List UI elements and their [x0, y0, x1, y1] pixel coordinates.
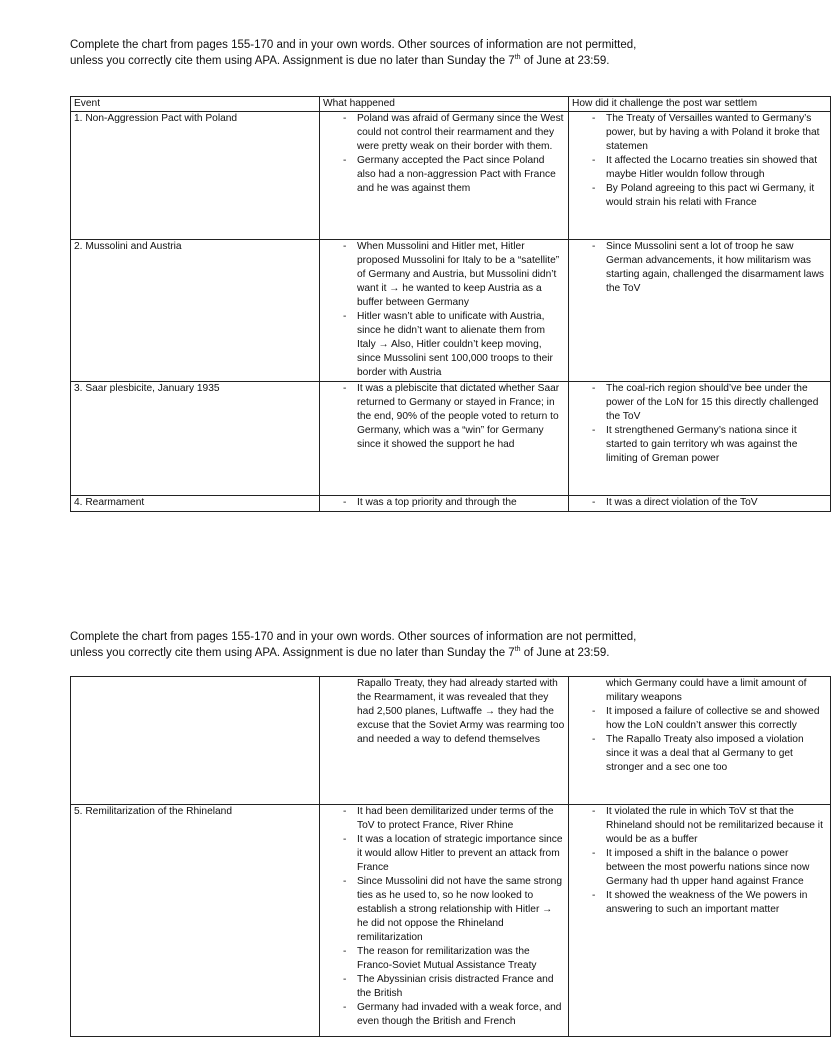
- challenge-cell: [569, 496, 831, 512]
- table-row: [71, 240, 831, 382]
- instructions-line-2: [70, 53, 760, 69]
- events-chart: [70, 96, 831, 512]
- list-item: - The Rapallo Treaty also imposed a violation since it was a deal that al Germany to get stronger and a sec one too: [572, 733, 827, 775]
- list-item: - Germany had invaded with a weak force, and even though the British and French: [323, 1001, 565, 1029]
- table-row: [71, 496, 831, 512]
- event-cell: 3. Saar plesbicite, January 1935: [71, 382, 320, 496]
- list-item: - When Mussolini and Hitler met, Hitler proposed Mussolini for Italy to be a “satellite” of Germany and Austria, but Mussolini didn’t want it → he wanted to keep Austria as a buffer between Germany: [323, 240, 565, 310]
- instructions-line-1: Complete the chart from pages 155-170 and in your own words. Other sources of information are not permitted,: [70, 631, 637, 643]
- challenge-cell: [569, 677, 831, 805]
- assignment-instructions: [70, 37, 760, 69]
- header-event: Event: [71, 97, 320, 112]
- what-happened-cell: [320, 805, 569, 1037]
- ordinal-suffix: th: [514, 646, 521, 654]
- challenge-cell: [569, 382, 831, 496]
- events-chart-continued: [70, 676, 831, 1037]
- list-item: - It affected the Locarno treaties sin showed that maybe Hitler wouldn follow through: [572, 154, 827, 182]
- list-item: - It was a direct violation of the ToV: [572, 496, 827, 510]
- instructions-text: unless you correctly cite them using APA. Assignment is due no later than Sunday the 7: [70, 55, 515, 67]
- what-happened-cell: [320, 240, 569, 382]
- what-happened-cell: [320, 382, 569, 496]
- instructions-text: unless you correctly cite them using APA. Assignment is due no later than Sunday the 7: [70, 647, 515, 659]
- list-item: - It strengthened Germany’s nationa since it started to gain territory wh was against the limiting of Greman power: [572, 424, 827, 466]
- table-row: [71, 805, 831, 1037]
- continued-text: Rapallo Treaty, they had already started with the Rearmament, it was revealed that they had 2,500 planes, Luftwaffe → they had the excuse that the Soviet Army was rearming too and needed a way to defend themselves: [357, 678, 565, 745]
- list-item: - The coal-rich region should’ve bee under the power of the LoN for 15 this directly challenged the ToV: [572, 382, 827, 424]
- list-item: - It had been demilitarized under terms of the ToV to protect France, River Rhine: [323, 805, 565, 833]
- list-item: - Poland was afraid of Germany since the West could not control their rearmament and they were pretty weak on their border with them.: [323, 112, 565, 154]
- what-happened-cell: [320, 677, 569, 805]
- list-item: - It imposed a shift in the balance o power between the most powerfu nations since now Germany had th upper hand against France: [572, 847, 827, 889]
- instructions-text: of June at 23:59.: [520, 647, 610, 659]
- header-what-happened: What happened: [320, 97, 569, 112]
- list-item: - Germany accepted the Pact since Poland also had a non-aggression Pact with France and he was against them: [323, 154, 565, 196]
- list-item: - It showed the weakness of the We powers in answering to such an important matter: [572, 889, 827, 917]
- instructions-line-1: Complete the chart from pages 155-170 and in your own words. Other sources of information are not permitted,: [70, 39, 637, 51]
- header-challenge: How did it challenge the post war settlem: [569, 97, 831, 112]
- table-row: [71, 382, 831, 496]
- instructions-line-2: [70, 645, 760, 661]
- list-item: - By Poland agreeing to this pact wi Germany, it would strain his relati with France: [572, 182, 827, 210]
- list-item: - It was a top priority and through the: [323, 496, 565, 510]
- list-item: - It violated the rule in which ToV st that the Rhineland should not be remilitarized because it would be as a buffer: [572, 805, 827, 847]
- list-item: - Since Mussolini sent a lot of troop he saw German advancements, it how militarism was starting again, challenged the disarmament laws the ToV: [572, 240, 827, 296]
- list-item: - Since Mussolini did not have the same strong ties as he used to, so he now looked to establish a strong relationship with Hitler → he did not oppose the Rhineland remilitarization: [323, 875, 565, 945]
- table-row: [71, 112, 831, 240]
- challenge-cell: [569, 240, 831, 382]
- event-cell: 5. Remilitarization of the Rhineland: [71, 805, 320, 1037]
- event-cell: 2. Mussolini and Austria: [71, 240, 320, 382]
- event-cell: [71, 677, 320, 805]
- list-item: - It was a plebiscite that dictated whether Saar returned to Germany or stayed in France; in the end, 90% of the people voted to return to Germany, which was a “win” for Germany since it showed the support he had: [323, 382, 565, 452]
- event-cell: 1. Non-Aggression Pact with Poland: [71, 112, 320, 240]
- list-item: - It imposed a failure of collective se and showed how the LoN couldn’t answer this correctly: [572, 705, 827, 733]
- list-item: - The Treaty of Versailles wanted to Germany’s power, but by having a with Poland it broke that statemen: [572, 112, 827, 154]
- what-happened-cell: [320, 496, 569, 512]
- challenge-cell: [569, 112, 831, 240]
- table-row: [71, 677, 831, 805]
- challenge-cell: [569, 805, 831, 1037]
- assignment-instructions: [70, 629, 760, 661]
- event-cell: 4. Rearmament: [71, 496, 320, 512]
- what-happened-cell: [320, 112, 569, 240]
- header-row: [71, 97, 831, 112]
- list-item: - The reason for remilitarization was the Franco-Soviet Mutual Assistance Treaty: [323, 945, 565, 973]
- continued-text: which Germany could have a limit amount of military weapons: [606, 678, 807, 703]
- instructions-text: of June at 23:59.: [520, 55, 610, 67]
- list-item: - The Abyssinian crisis distracted France and the British: [323, 973, 565, 1001]
- ordinal-suffix: th: [514, 54, 521, 62]
- list-item: - It was a location of strategic importance since it would allow Hitler to prevent an attack from France: [323, 833, 565, 875]
- list-item: - Hitler wasn’t able to unificate with Austria, since he didn’t want to alienate them from Italy → Also, Hitler couldn’t keep moving, since Mussolini sent 100,000 troops to their border with Austria: [323, 310, 565, 380]
